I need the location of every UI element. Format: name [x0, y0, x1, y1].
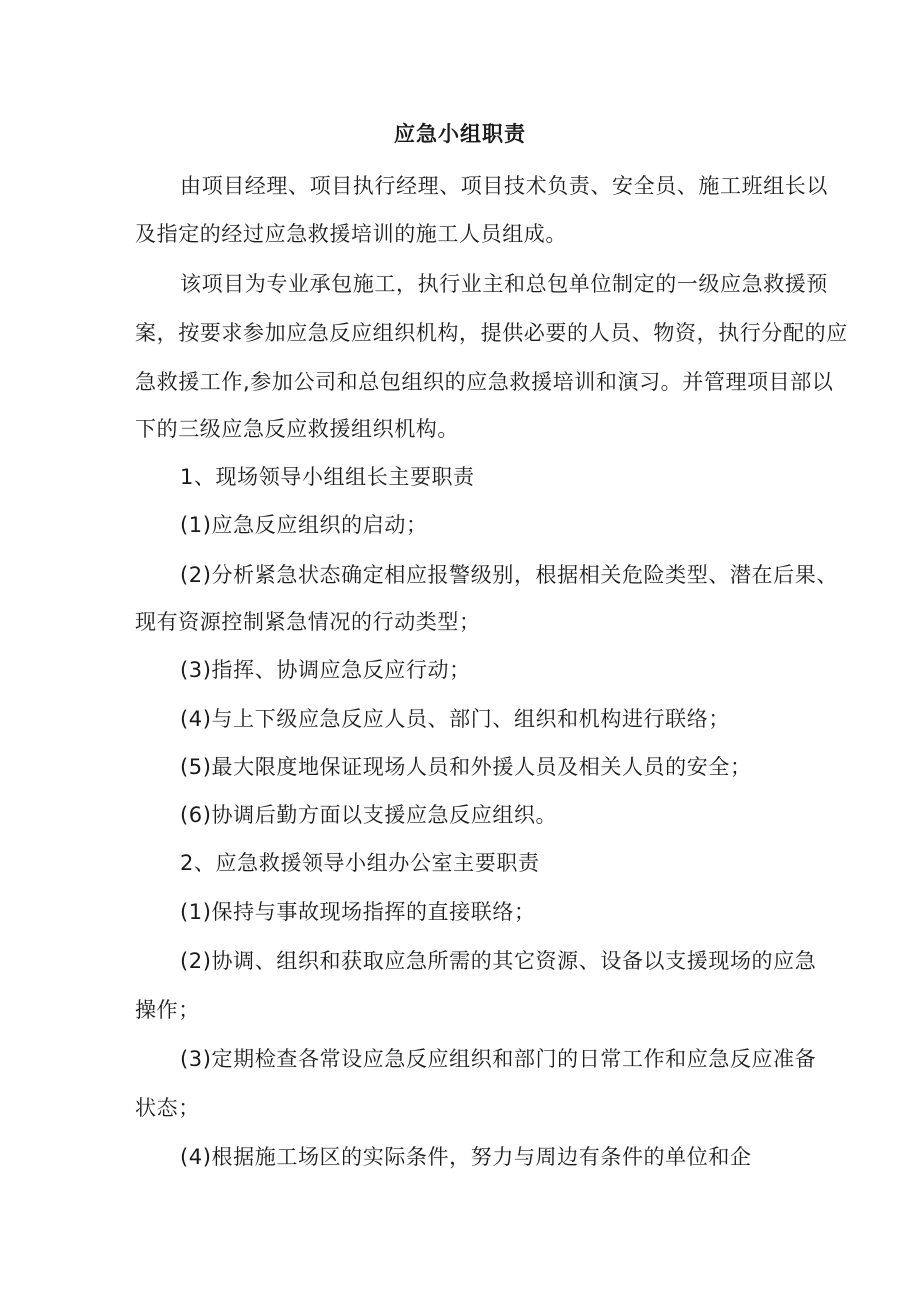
paragraph-line: 该项目为专业承包施工，执行业主和总包单位制定的一级应急救援预: [180, 272, 828, 296]
paragraph-line: 由项目经理、项目执行经理、项目技术负责、安全员、施工班组长以: [180, 174, 828, 198]
list-item: (6)协调后勤方面以支援应急反应组织。: [180, 803, 558, 827]
list-item: (1)保持与事故现场指挥的直接联络；: [180, 900, 536, 924]
list-item: (5)最大限度地保证现场人员和外援人员及相关人员的安全；: [180, 755, 752, 779]
list-item-continuation: 状态；: [135, 1096, 200, 1120]
list-item-continuation: 现有资源控制紧急情况的行动类型；: [135, 610, 481, 634]
paragraph-line: 及指定的经过应急救援培训的施工人员组成。: [135, 222, 567, 246]
section-heading: 2、应急救援领导小组办公室主要职责: [180, 851, 540, 875]
list-item: (2)协调、组织和获取应急所需的其它资源、设备以支援现场的应急: [180, 949, 817, 973]
list-item: (4)与上下级应急反应人员、部门、组织和机构进行联络；: [180, 707, 730, 731]
list-item: (4)根据施工场区的实际条件，努力与周边有条件的单位和企: [180, 1145, 752, 1169]
list-item: (1)应急反应组织的启动；: [180, 513, 428, 537]
list-item-continuation: 操作；: [135, 998, 200, 1022]
list-item: (3)指挥、协调应急反应行动；: [180, 658, 471, 682]
section-heading: 1、现场领导小组组长主要职责: [180, 465, 475, 489]
document-title: 应急小组职责: [394, 122, 526, 146]
list-item: (2)分析紧急状态确定相应报警级别，根据相关危险类型、潜在后果、: [180, 563, 838, 587]
paragraph-line: 下的三级应急反应救援组织机构。: [135, 417, 459, 441]
paragraph-line: 案，按要求参加应急反应组织机构，提供必要的人员、物资，执行分配的应: [135, 321, 848, 345]
list-item: (3)定期检查各常设应急反应组织和部门的日常工作和应急反应准备: [180, 1047, 817, 1071]
paragraph-line: 急救援工作,参加公司和总包组织的应急救援培训和演习。并管理项目部以: [135, 370, 834, 394]
